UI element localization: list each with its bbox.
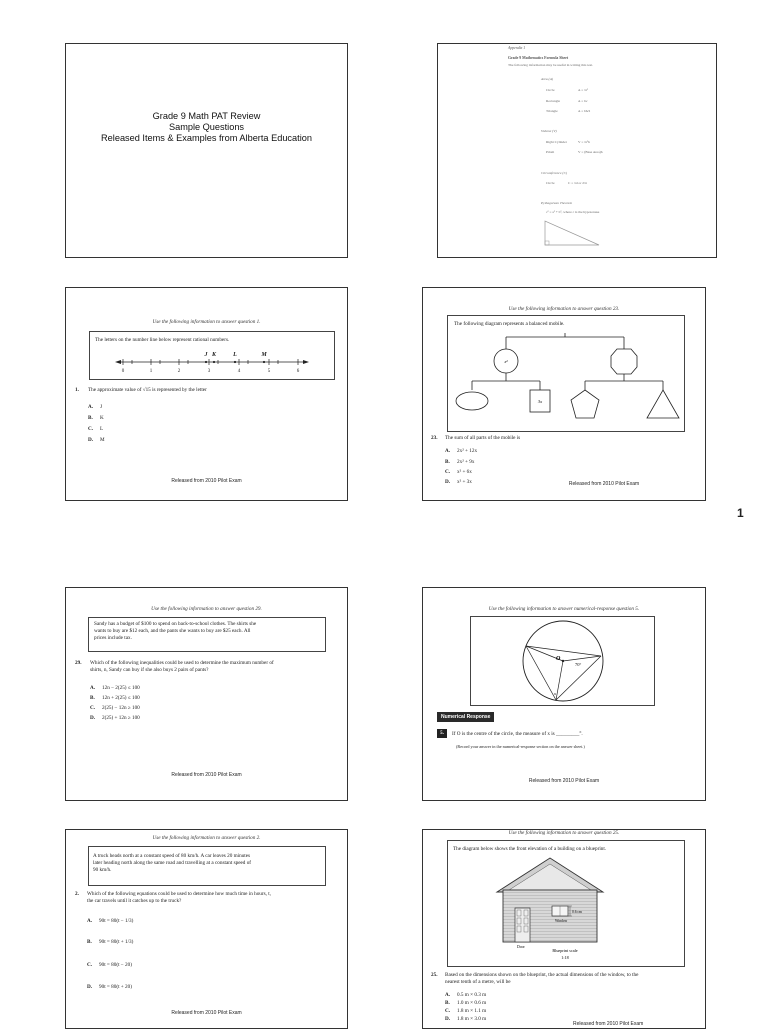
circle-label: x²: [504, 359, 508, 364]
area-circle-formula: A = πr²: [578, 88, 589, 92]
nr-5-intro: Use the following information to answer numerical-response question 5.: [488, 606, 640, 612]
option-d: D. x² + 3x: [445, 479, 472, 485]
number-line: [114, 350, 314, 376]
question-1-number: 1.: [75, 387, 79, 393]
released-note: Released from 2010 Pilot Exam: [528, 778, 600, 784]
area-heading: Area (A): [541, 77, 554, 81]
released-note: Released from 2010 Pilot Exam: [171, 772, 242, 778]
square-label: 3x: [537, 399, 543, 404]
slide-question-29: [65, 587, 348, 801]
x-label: x: [554, 691, 556, 696]
slide-numerical-response-5: [422, 587, 706, 801]
question-1-info-text: The letters on the number line below represent rational numbers.: [95, 337, 230, 343]
option-a: A. J: [88, 404, 103, 410]
question-25-number: 25.: [431, 972, 438, 978]
nr-5-question: If O is the centre of the circle, the measure of x is _________°.: [452, 731, 583, 737]
option-d: D. 2(25) + 12n ≥ 100: [90, 715, 140, 721]
slide-question-2: [65, 829, 348, 1029]
question-25-intro: Use the following information to answer question 25.: [508, 830, 620, 836]
question-25-info-text: The diagram below shows the front elevation of a building on a blueprint.: [453, 846, 607, 852]
balanced-mobile-diagram: [447, 333, 685, 431]
nr-5-record-note: (Record your answer in the numerical-response section on the answer sheet.): [456, 744, 585, 749]
released-note: Released from 2010 Pilot Exam: [171, 1010, 242, 1016]
tick-label-6: 6: [296, 369, 300, 374]
option-c: C. 1.8 m × 1.1 m: [445, 1008, 487, 1014]
letter-m: M: [261, 352, 267, 358]
option-c: C. 90t = 80(t − 20): [87, 962, 132, 968]
title-line-3: Released Items & Examples from Alberta Education: [101, 133, 312, 143]
blueprint-house-diagram: [447, 854, 685, 966]
question-23-text: The sum of all parts of the mobile is: [445, 435, 521, 441]
area-triangle-formula: A = bh/2: [578, 109, 591, 113]
question-2-info-line-3: 90 km/h.: [93, 867, 112, 873]
option-a: A. 12n − 2(25) ≤ 100: [90, 685, 140, 691]
volume-heading: Volume (V): [541, 129, 557, 133]
question-2-info-line-1: A truck heads north at a constant speed of 80 km/h. A car leaves 20 minutes: [93, 853, 251, 859]
tick-label-3: 3: [207, 369, 211, 374]
area-circle-name: Circle: [546, 88, 555, 92]
area-rectangle-name: Rectangle: [546, 99, 560, 103]
title-block: [66, 111, 347, 144]
option-c: C. x² + 6x: [445, 469, 472, 475]
tick-label-0: 0: [121, 369, 125, 374]
option-a: A. 2x² + 12x: [445, 448, 478, 454]
volume-prism-name: Prism: [546, 150, 555, 154]
option-b: B. 90t = 80(t + 1/3): [87, 939, 134, 945]
question-2-info-line-2: later heading north along the same road and travelling at a constant speed of: [93, 860, 252, 866]
appendix-label: Appendix 1: [508, 46, 526, 50]
door-label: Door: [517, 945, 525, 949]
volume-prism-formula: V = (Base Area)h: [578, 150, 603, 154]
question-23-intro: Use the following information to answer question 23.: [508, 306, 620, 312]
tick-label-1: 1: [149, 369, 153, 374]
numerical-response-header: Numerical Response: [437, 712, 494, 722]
circle-angle-diagram: [470, 616, 655, 706]
tick-label-5: 5: [267, 369, 271, 374]
angle-label: 70°: [575, 662, 582, 667]
letter-k: K: [211, 352, 217, 358]
released-note: Released from 2010 Pilot Exam: [568, 481, 640, 487]
question-29-line-1: Which of the following inequalities could be used to determine the maximum number of: [90, 660, 274, 666]
question-23-number: 23.: [431, 435, 438, 441]
question-2-intro: Use the following information to answer question 2.: [152, 835, 261, 841]
question-2-number: 2.: [75, 891, 79, 897]
tick-label-2: 2: [177, 369, 181, 374]
page-number: 1: [737, 506, 744, 520]
question-29-info-line-3: prices include tax.: [94, 635, 132, 641]
question-29-number: 29.: [75, 660, 82, 666]
question-2-line-1: Which of the following equations could be used to determine how much time in hours, t,: [87, 891, 271, 897]
area-triangle-name: Triangle: [546, 109, 558, 113]
option-d: D. M: [88, 437, 105, 443]
question-29-line-2: shirts, n, Sandy can buy if she also buys 2 pairs of pants?: [90, 667, 209, 673]
question-1-intro: Use the following information to answer question 1.: [152, 319, 261, 325]
option-d: D. 90t = 80(t + 20): [87, 984, 132, 990]
option-b: B. 1.0 m × 0.6 m: [445, 1000, 487, 1006]
question-23-info-text: The following diagram represents a balanced mobile.: [454, 321, 565, 327]
letter-j: J: [204, 352, 208, 358]
released-note: Released from 2010 Pilot Exam: [573, 1021, 644, 1027]
option-b: B. 2x² + 9x: [445, 459, 475, 465]
pythagorean-heading: Pythagorean Theorem: [541, 201, 573, 205]
volume-cylinder-formula: V = πr²h: [578, 140, 590, 144]
tick-label-4: 4: [237, 369, 241, 374]
option-b: B. K: [88, 415, 104, 421]
nr-number-badge: 5.: [437, 729, 447, 738]
volume-cylinder-name: Right Cylinder: [546, 140, 567, 144]
scale-value: 1:18: [561, 955, 569, 960]
circumference-name: Circle: [546, 181, 555, 185]
option-c: C. 2(25) − 12n ≥ 100: [90, 705, 140, 711]
option-d: D. 1.8 m × 3.0 m: [445, 1016, 487, 1022]
letter-l: L: [233, 352, 237, 358]
slide-formula-sheet: [437, 43, 717, 258]
formula-sheet-note: The following information may be useful in writing this test.: [508, 63, 593, 67]
title-line-1: Grade 9 Math PAT Review: [152, 111, 261, 121]
right-triangle-figure: [542, 218, 602, 248]
option-a: A. 90t = 80(t − 1/3): [87, 918, 134, 924]
slide-question-25: [422, 829, 706, 1029]
question-29-info-line-1: Sandy has a budget of $100 to spend on back-to-school clothes. The shirts she: [94, 621, 257, 627]
circumference-formula: C = πd or 2πr: [568, 181, 587, 185]
question-25-line-2: nearest tenth of a metre, will be: [445, 979, 511, 985]
option-a: A. 0.5 m × 0.3 m: [445, 992, 487, 998]
question-1-text: The approximate value of √15 is represented by the letter: [88, 387, 207, 393]
window-label: Window: [555, 919, 568, 923]
option-c: C. L: [88, 426, 104, 432]
question-25-line-1: Based on the dimensions shown on the blueprint, the actual dimensions of the window, to the: [445, 972, 639, 978]
slide-question-1: [65, 287, 348, 501]
released-note: Released from 2010 Pilot Exam: [171, 478, 242, 484]
formula-sheet-title: Grade 9 Mathematics Formula Sheet: [508, 56, 569, 60]
dimension-label: 0.6 cm: [572, 910, 582, 914]
question-2-line-2: the car travels until it catches up to the truck?: [87, 898, 182, 904]
scale-label: Blueprint scale: [552, 948, 578, 953]
circumference-heading: Circumference (C): [541, 171, 568, 175]
slide-question-23: [422, 287, 706, 501]
pythagorean-formula: c² = a² + b², where c is the hypotenuse: [546, 210, 600, 214]
option-b: B. 12n + 2(25) ≤ 100: [90, 695, 140, 701]
question-29-intro: Use the following information to answer question 29.: [151, 606, 262, 612]
title-line-2: Sample Questions: [168, 122, 245, 132]
center-label: O: [556, 656, 561, 662]
question-29-info-line-2: wants to buy are $12 each, and the pants she wants to buy are $25 each. All: [94, 628, 251, 634]
slide-title: [65, 43, 348, 258]
area-rectangle-formula: A = lw: [578, 99, 588, 103]
